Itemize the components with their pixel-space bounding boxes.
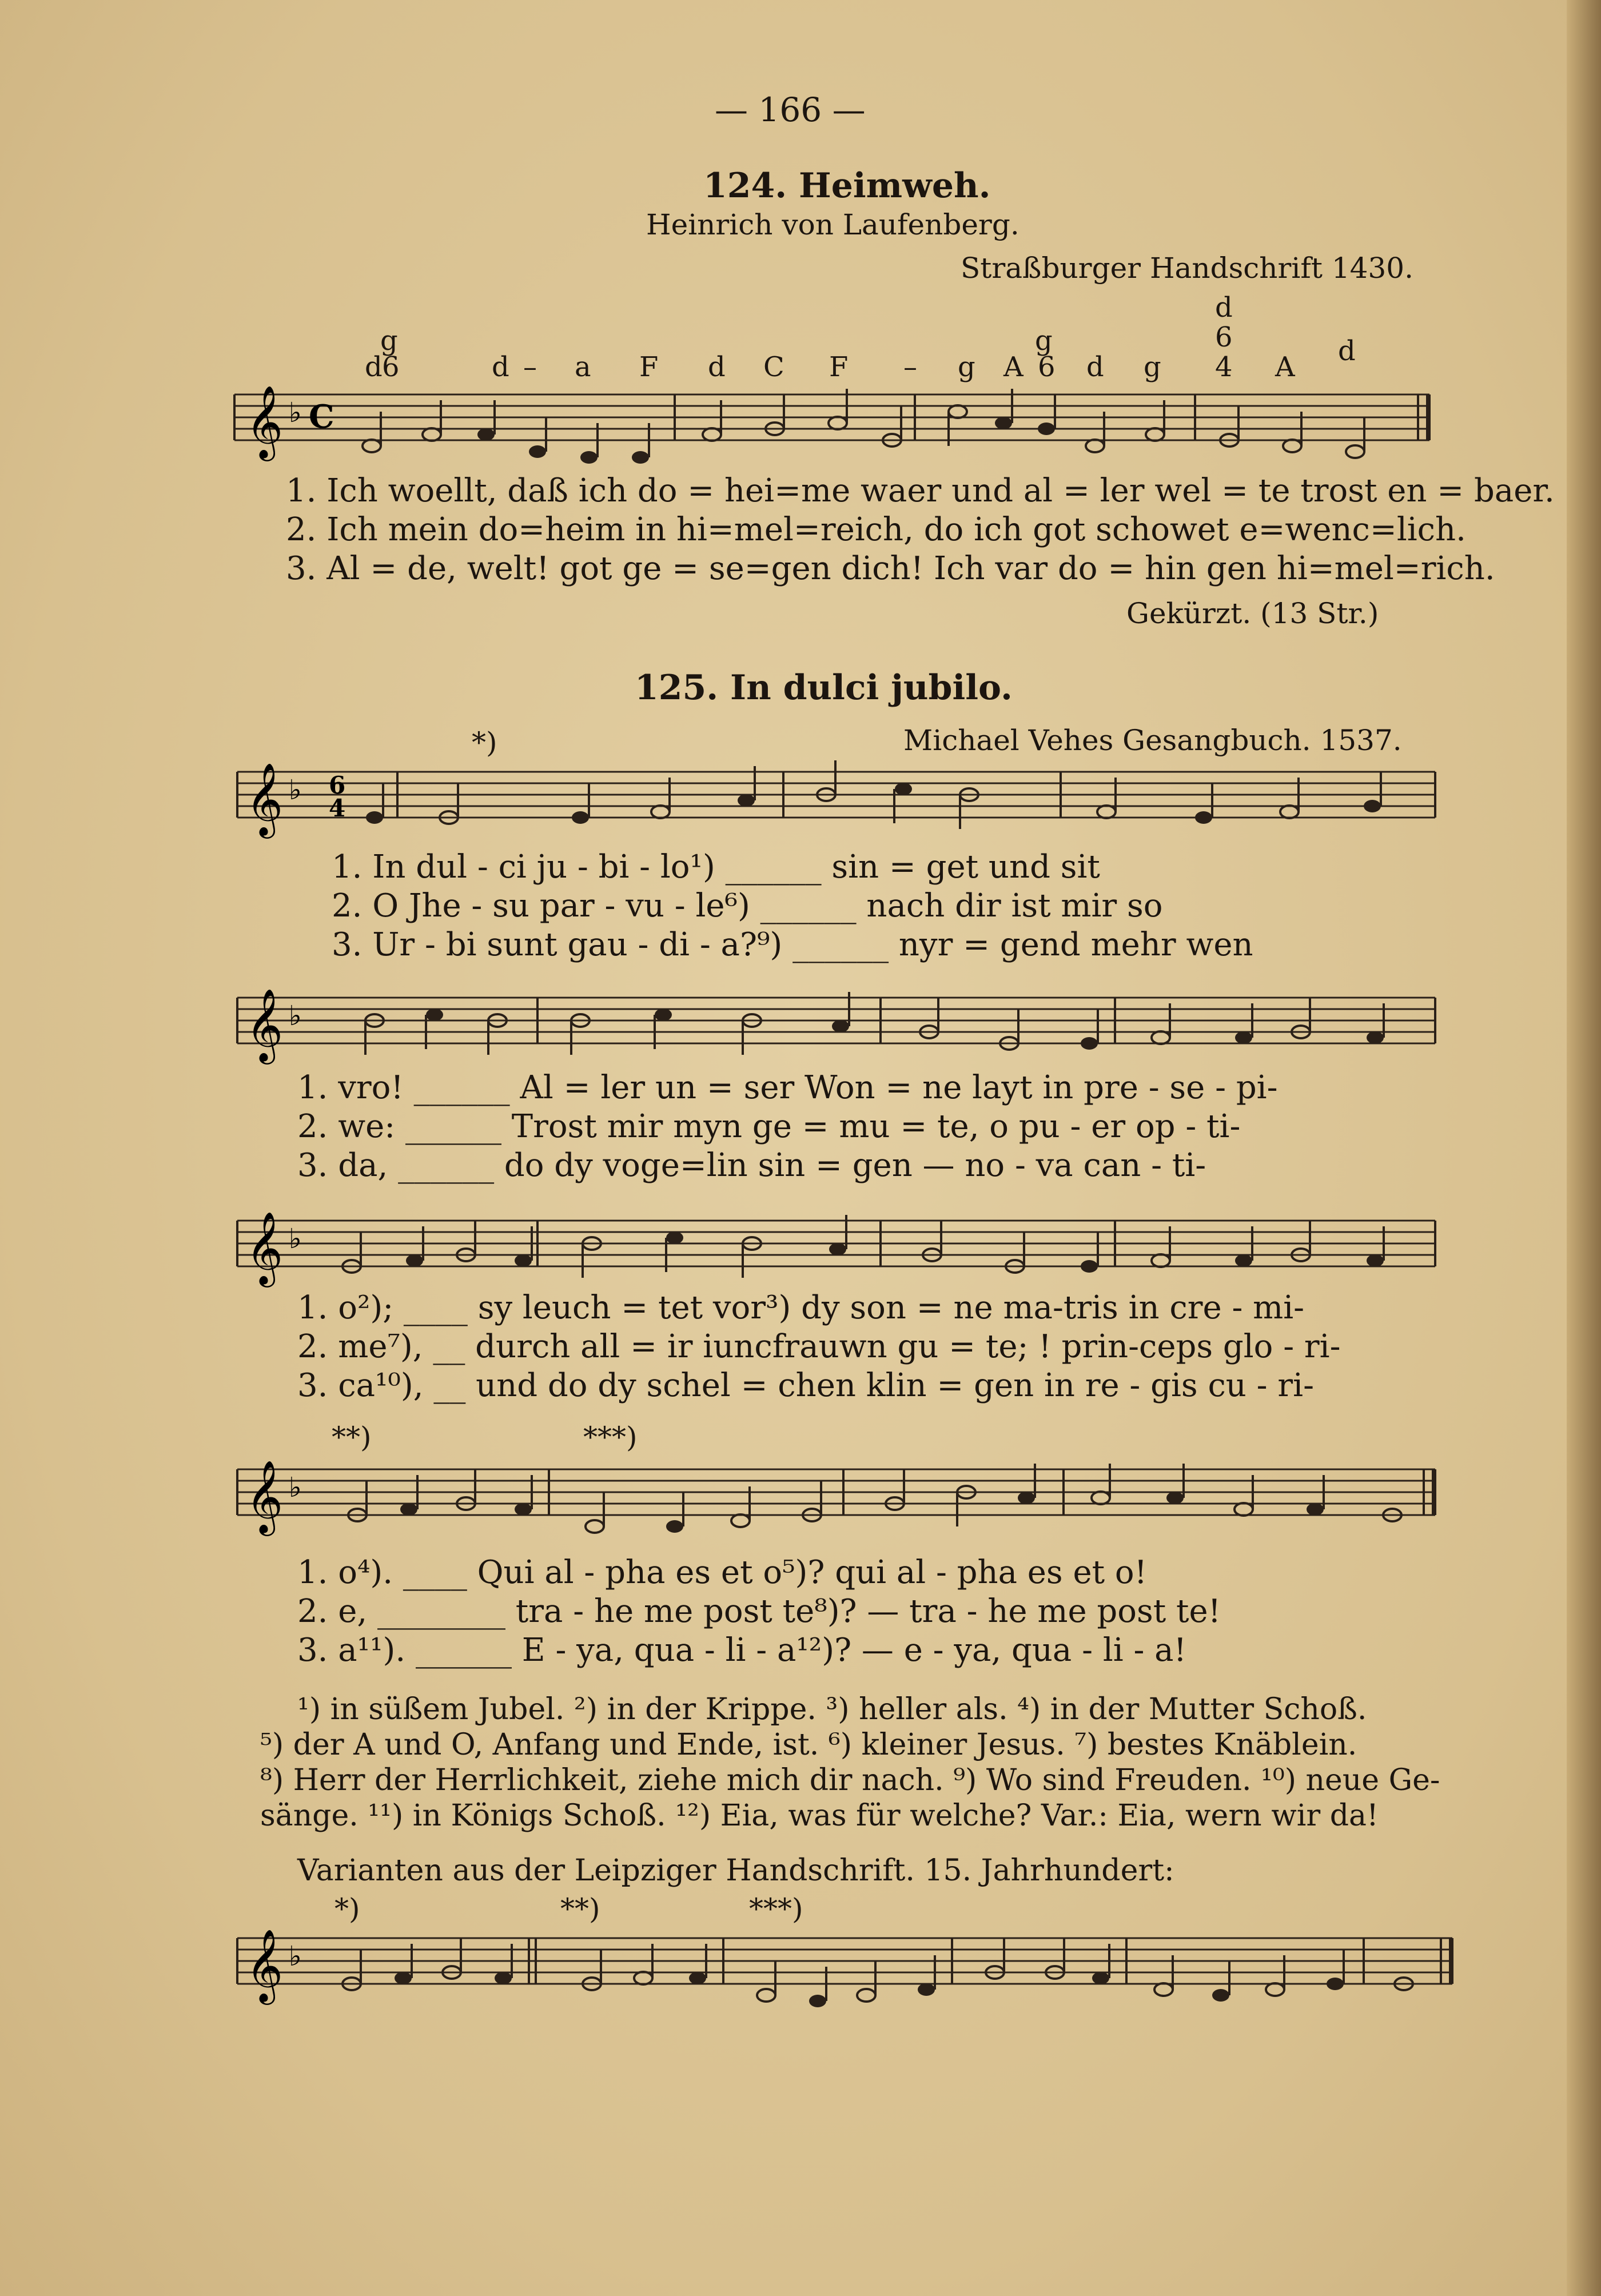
footnote-line-3: ⁸) Herr der Herrlichkeit, ziehe mich dir nach. ⁹) Wo sind Freuden. ¹⁰) neue Ge- xyxy=(260,1763,1440,1797)
song-124-verse-2: 2. Ich mein do=heim in hi=mel=reich, do ich got schowet e=wenc=lich. xyxy=(286,511,1466,548)
variants-title: Varianten aus der Leipziger Handschrift. 15. Jahrhundert: xyxy=(297,1853,1174,1888)
chord-17: 4 xyxy=(1215,351,1233,383)
chord-10: – xyxy=(903,351,917,383)
song-125-system-4-verse-2: 2. e, ________ tra - he me post te⁸)? — tra - he me post te! xyxy=(297,1593,1221,1630)
chord-5: a xyxy=(575,351,591,383)
common-time-icon: C xyxy=(309,398,334,436)
flat-icon: ♭ xyxy=(289,397,302,429)
song-124-note: Gekürzt. (13 Str.) xyxy=(1126,597,1379,630)
time-signature-bottom: 4 xyxy=(329,794,346,822)
footnote-line-1: ¹) in süßem Jubel. ²) in der Krippe. ³) heller als. ⁴) in der Mutter Schoß. xyxy=(297,1692,1367,1727)
treble-clef-icon: 𝄞 xyxy=(246,762,284,835)
treble-clef-icon: 𝄞 xyxy=(246,385,284,458)
song-125-system-1-verse-2: 2. O Jhe - su par - vu - le⁶) ______ nach dir ist mir so xyxy=(332,887,1163,924)
treble-clef-icon: 𝄞 xyxy=(246,1460,284,1533)
staff-variants xyxy=(237,1928,1467,2002)
staff-125-system-3 xyxy=(237,1211,1438,1284)
flat-icon: ♭ xyxy=(289,1223,302,1255)
song-125-mark-1: *) xyxy=(472,726,497,759)
chord-8: C xyxy=(763,351,784,383)
chord-9: F xyxy=(829,351,849,383)
song-125-system-1-verse-1: 1. In dul - ci ju - bi - lo¹) ______ sin = get und sit xyxy=(332,848,1100,886)
song-125-source: Michael Vehes Gesangbuch. 1537. xyxy=(903,724,1402,757)
chord-top-1: g xyxy=(380,325,398,357)
variant-mark-3: ***) xyxy=(749,1892,803,1926)
song-125-system-1-verse-3: 3. Ur - bi sunt gau - di - a?⁹) ______ nyr = gend mehr wen xyxy=(332,926,1253,963)
chord-18: A xyxy=(1275,351,1295,383)
chord-12: A xyxy=(1003,351,1023,383)
chord-6: F xyxy=(639,351,659,383)
song-124-source: Straßburger Handschrift 1430. xyxy=(961,252,1413,285)
chord-3: d xyxy=(492,351,509,383)
footnote-line-2: ⁵) der A und O, Anfang und Ende, ist. ⁶) kleiner Jesus. ⁷) bestes Knäblein. xyxy=(260,1728,1357,1762)
song-125-system-3-verse-1: 1. o²); ____ sy leuch = tet vor³) dy son = ne ma-tris in cre - mi- xyxy=(297,1289,1305,1326)
song-125-system-2-verse-1: 1. vro! ______ Al = ler un = ser Won = ne layt in pre - se - pi- xyxy=(297,1069,1278,1106)
time-signature-top: 6 xyxy=(329,771,346,799)
staff-124 xyxy=(234,385,1435,458)
song-125-system-4-verse-1: 1. o⁴). ____ Qui al - pha es et o⁵)? qui al - pha es et o! xyxy=(297,1554,1148,1591)
staff-125-system-4 xyxy=(237,1460,1438,1533)
flat-icon: ♭ xyxy=(289,1472,302,1504)
chord-19: d xyxy=(1338,335,1356,367)
treble-clef-icon: 𝄞 xyxy=(246,988,284,1061)
page-number: — 166 — xyxy=(715,90,866,129)
chord-top-3: d xyxy=(1215,292,1233,324)
song-125-system-3-verse-2: 2. me⁷), __ durch all = ir iuncfrauwn gu = te; ! prin-ceps glo - ri- xyxy=(297,1328,1341,1365)
staff-125-system-1 xyxy=(237,762,1438,835)
song-125-system-3-verse-3: 3. ca¹⁰), __ und do dy schel = chen klin = gen in re - gis cu - ri- xyxy=(297,1367,1314,1404)
chord-14: d xyxy=(1086,351,1104,383)
chord-top-2: g xyxy=(1035,325,1053,357)
song-125-system-4-mark-1: **) xyxy=(332,1421,372,1454)
flat-icon: ♭ xyxy=(289,774,302,806)
song-125-title: 125. In dulci jubilo. xyxy=(635,668,1013,708)
song-124-title: 124. Heimweh. xyxy=(703,166,991,206)
song-125-system-2-verse-3: 3. da, ______ do dy voge=lin sin = gen — no - va can - ti- xyxy=(297,1147,1206,1184)
chord-1: d xyxy=(365,351,383,383)
chord-7: d xyxy=(708,351,726,383)
chord-11: g xyxy=(958,351,975,383)
treble-clef-icon: 𝄞 xyxy=(246,1928,284,2002)
chord-13: 6 xyxy=(1038,351,1056,383)
chord-2: 6 xyxy=(382,351,400,383)
chord-16: 6 xyxy=(1215,321,1233,353)
flat-icon: ♭ xyxy=(289,1940,302,1972)
variant-mark-2: **) xyxy=(560,1892,600,1926)
treble-clef-icon: 𝄞 xyxy=(246,1211,284,1284)
footnote-line-4: sänge. ¹¹) in Königs Schoß. ¹²) Eia, was für welche? Var.: Eia, wern wir da! xyxy=(260,1799,1379,1833)
song-124-verse-3: 3. Al = de, welt! got ge = se=gen dich! Ich var do = hin gen hi=mel=rich. xyxy=(286,550,1495,587)
chord-15: g xyxy=(1144,351,1161,383)
song-125-system-4-mark-2: ***) xyxy=(583,1421,638,1454)
song-125-system-2-verse-2: 2. we: ______ Trost mir myn ge = mu = te, o pu - er op - ti- xyxy=(297,1108,1241,1145)
staff-125-system-2 xyxy=(237,988,1438,1061)
song-124-author: Heinrich von Laufenberg. xyxy=(646,208,1019,241)
chord-4: – xyxy=(523,351,537,383)
book-spine xyxy=(1567,0,1601,2296)
song-125-system-4-verse-3: 3. a¹¹). ______ E - ya, qua - li - a¹²)? — e - ya, qua - li - a! xyxy=(297,1632,1187,1669)
variant-mark-1: *) xyxy=(334,1892,360,1926)
song-124-verse-1: 1. Ich woellt, daß ich do = hei=me waer und al = ler wel = te trost en = baer. xyxy=(286,472,1555,509)
flat-icon: ♭ xyxy=(289,1000,302,1032)
